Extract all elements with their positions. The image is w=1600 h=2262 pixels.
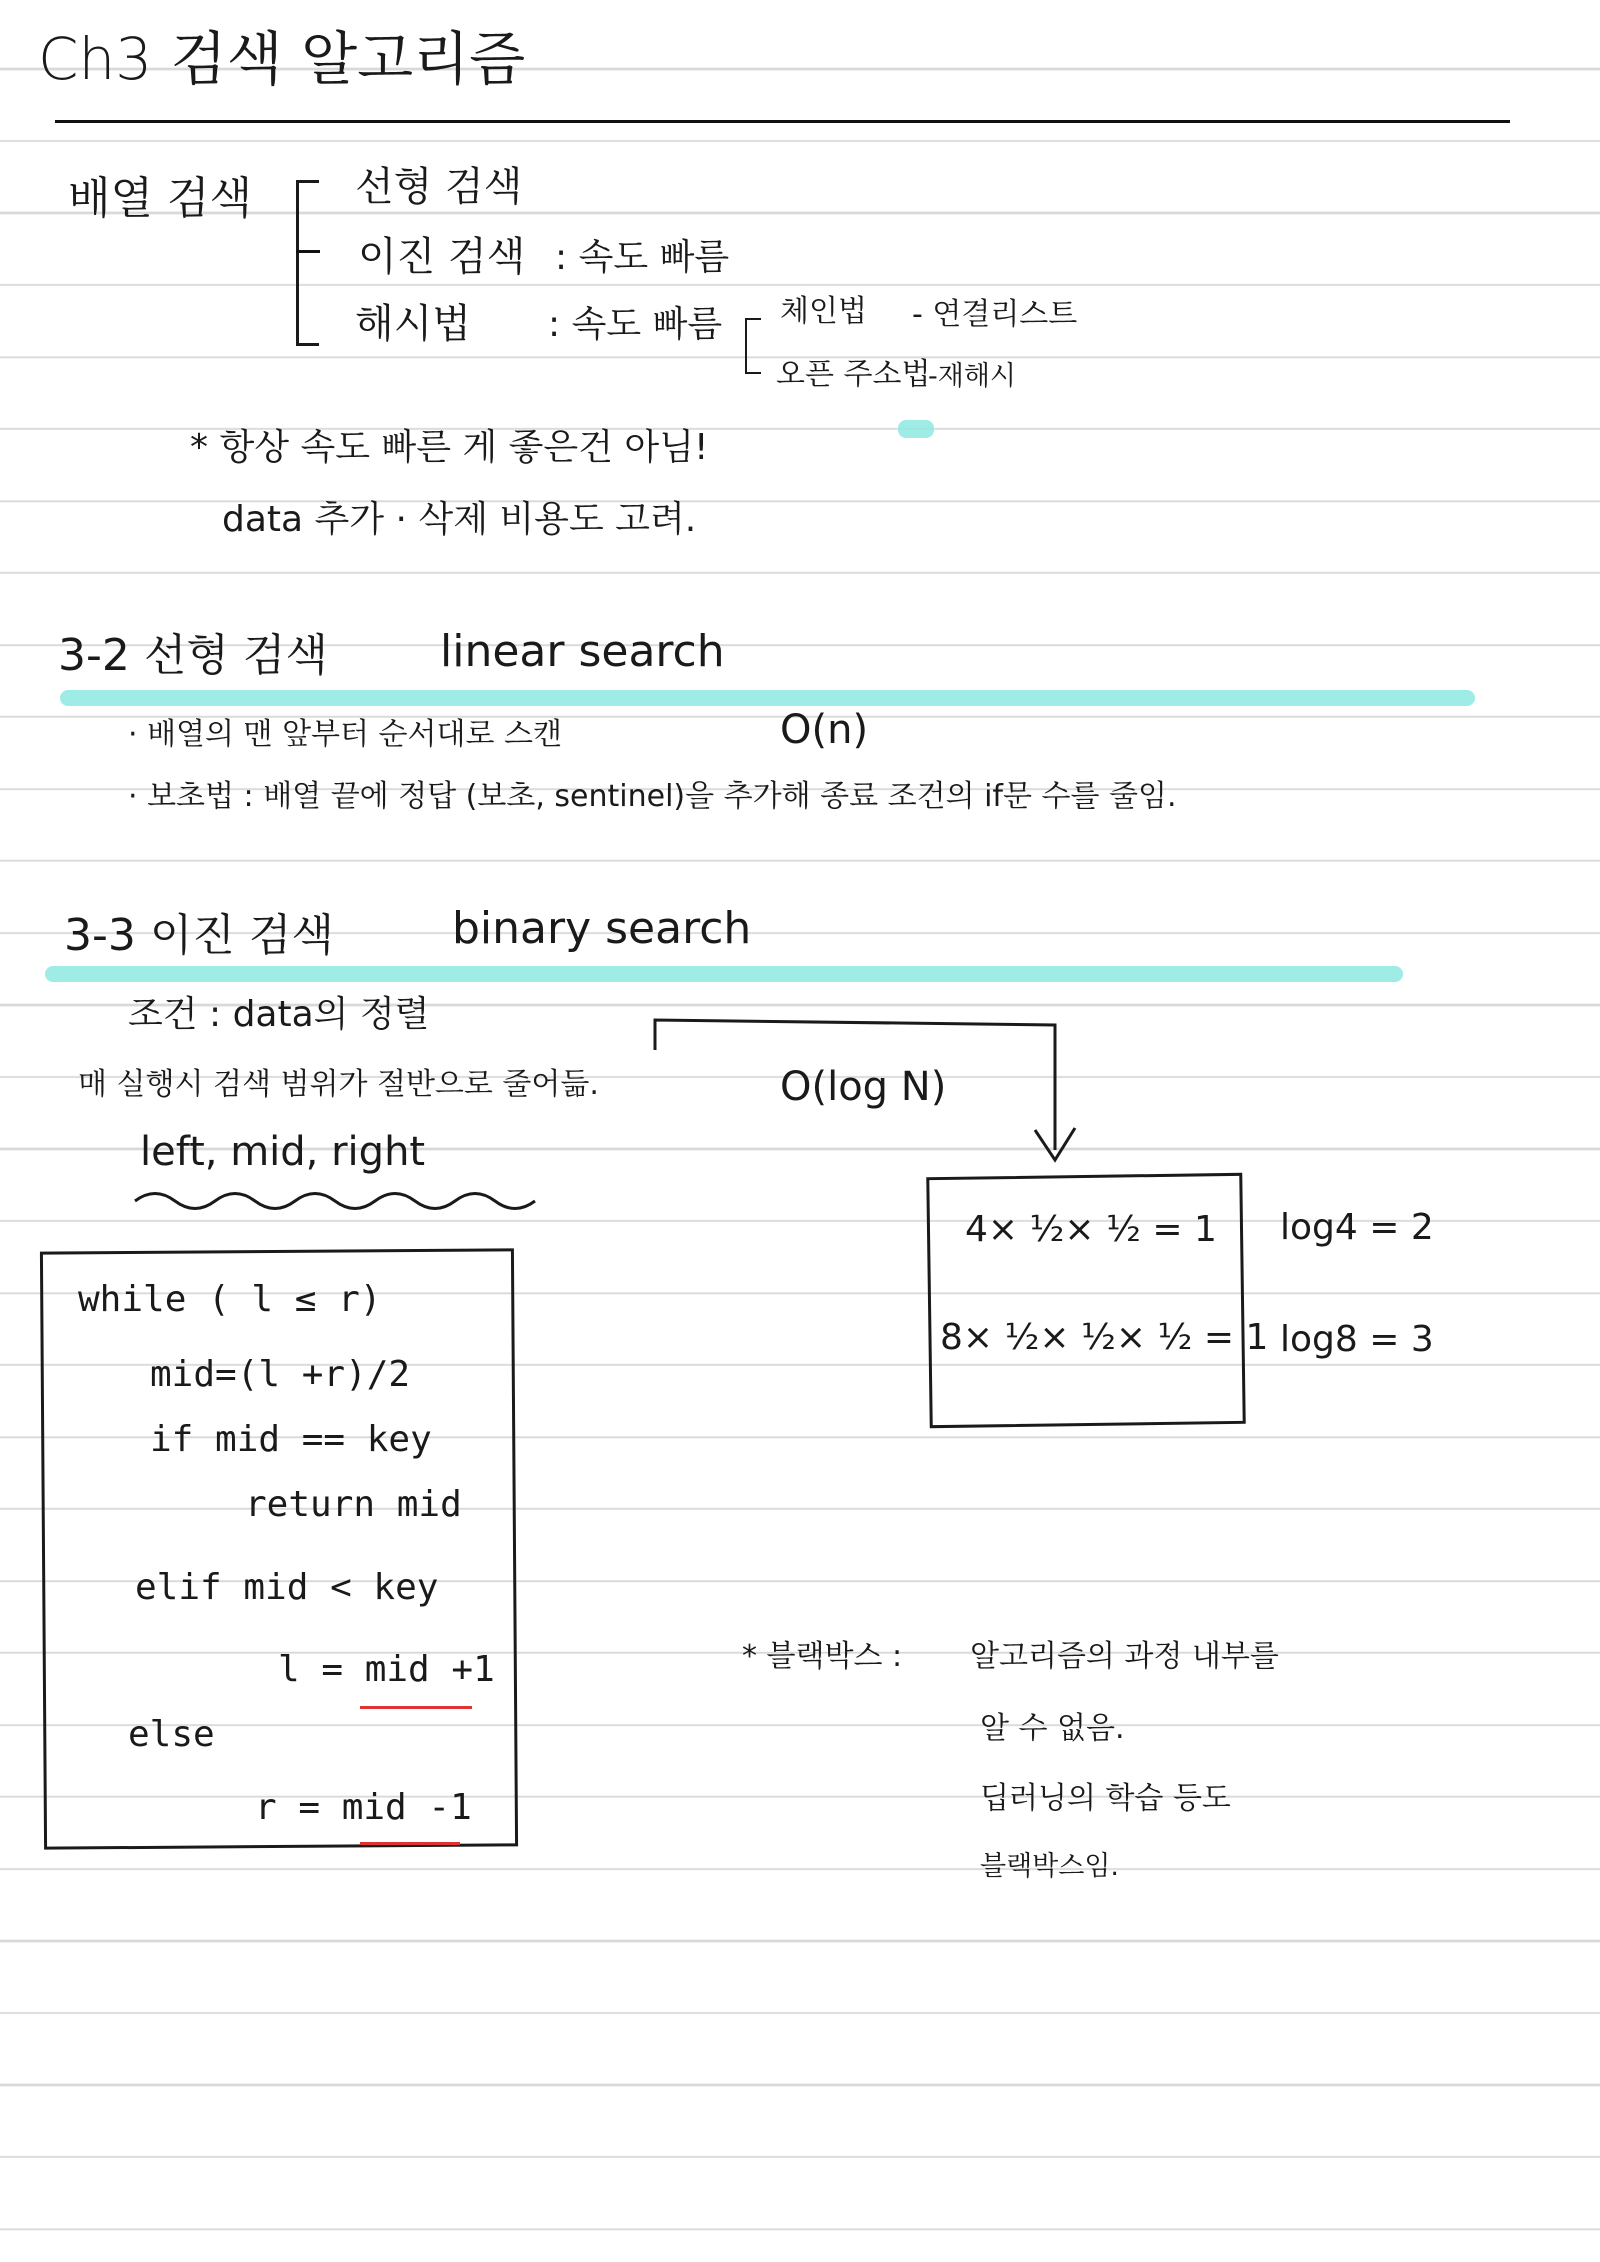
section-3-2-heading: 3-2 선형 검색 [58, 630, 328, 681]
open-note: -재해시 [928, 361, 1016, 392]
pseudocode-box [40, 1248, 518, 1849]
code-line-if: if mid == key [150, 1419, 432, 1460]
code-line-elif: elif mid < key [135, 1567, 439, 1608]
arrow-connector [650, 1010, 1070, 1170]
title-underline [55, 120, 1510, 123]
cost-note: data 추가 · 삭제 비용도 고려. [222, 499, 697, 540]
open-addressing: 오픈 주소법 [776, 357, 931, 392]
blackbox-line-1: 알고리즘의 과정 내부를 [970, 1639, 1279, 1674]
binary-search-item: 이진 검색 [358, 234, 526, 280]
linear-search-item: 선형 검색 [355, 164, 523, 210]
section-3-3-highlight [45, 966, 1403, 982]
blackbox-label: * 블랙박스 : [742, 1639, 903, 1674]
blackbox-line-2: 알 수 없음. [980, 1711, 1125, 1746]
chain-note: - 연결리스트 [912, 297, 1078, 332]
red-underline-1 [360, 1706, 472, 1709]
code-line-mid: mid=(l +r)/2 [150, 1354, 411, 1395]
section-3-2-english: linear search [440, 626, 725, 677]
section-3-3-heading: 3-3 이진 검색 [64, 910, 334, 961]
blackbox-line-3: 딥러닝의 학습 등도 [980, 1781, 1231, 1816]
speed-note: * 항상 속도 빠른 게 좋은건 아님! [190, 427, 709, 468]
highlight-dot [898, 420, 934, 438]
section-3-2-highlight [60, 690, 1475, 706]
array-search-label: 배열 검색 [68, 173, 253, 224]
hash-note: : 속도 빠름 [548, 304, 723, 345]
page-title: Ch3 검색 알고리즘 [38, 25, 526, 93]
chain-method: 체인법 [780, 294, 867, 329]
log-line-1: log4 = 2 [1280, 1207, 1434, 1248]
example-line-1: 4× ½× ½ = 1 [965, 1209, 1217, 1250]
log-line-2: log8 = 3 [1280, 1319, 1434, 1360]
hash-item: 해시법 [355, 301, 471, 347]
binary-halving: 매 실행시 검색 범위가 절반으로 줄어듦. [78, 1067, 599, 1102]
wavy-underline [130, 1186, 540, 1216]
hash-bracket [745, 318, 761, 374]
red-underline-2 [360, 1842, 460, 1845]
array-search-bracket [296, 180, 319, 346]
code-line-while: while ( l ≤ r) [78, 1279, 382, 1320]
section-3-3-english: binary search [452, 903, 752, 954]
binary-vars: left, mid, right [140, 1129, 426, 1175]
binary-search-note: : 속도 빠름 [555, 237, 730, 278]
code-line-return: return mid [245, 1484, 462, 1525]
binary-condition: 조건 : data의 정렬 [128, 994, 430, 1035]
code-line-left-update: l = mid +1 [278, 1649, 495, 1690]
blackbox-line-4: 블랙박스임. [980, 1851, 1119, 1882]
linear-bullet-1: · 배열의 맨 앞부터 순서대로 스캔 [128, 717, 562, 752]
linear-bullet-2: · 보초법 : 배열 끝에 정답 (보초, sentinel)을 추가해 종료 조건의 if문 수를 줄임. [128, 779, 1177, 814]
linear-complexity: O(n) [780, 707, 869, 753]
code-line-right-update: r = mid -1 [255, 1787, 472, 1828]
binary-complexity: O(log N) [780, 1064, 947, 1110]
bracket-mid-tick [296, 250, 320, 253]
code-line-else: else [128, 1714, 215, 1755]
example-line-2: 8× ½× ½× ½ = 1 [940, 1317, 1269, 1358]
